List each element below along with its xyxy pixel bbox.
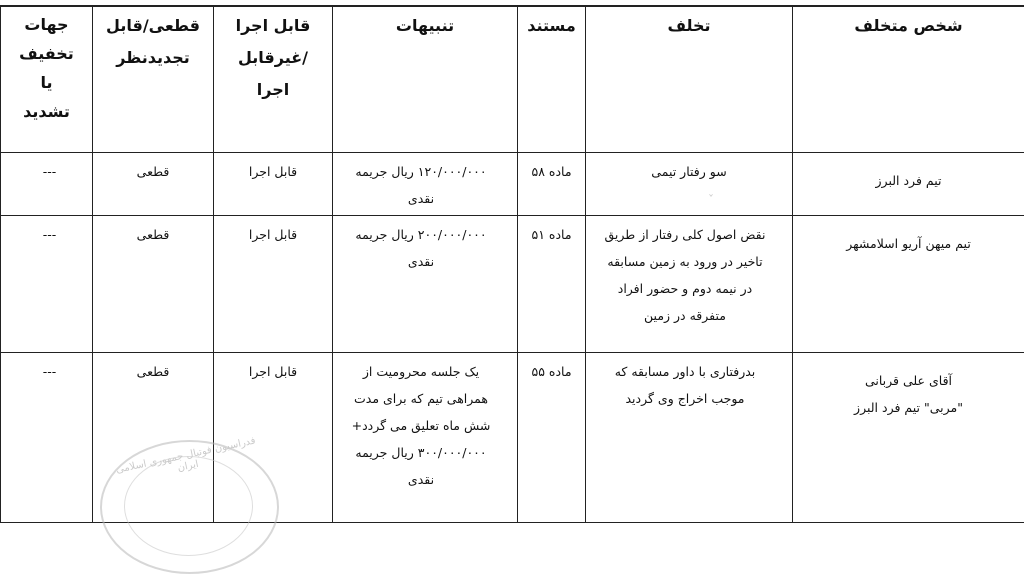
enforceable-text: قابل اجرا	[249, 227, 297, 242]
basis-cell	[518, 353, 586, 523]
header-violation	[586, 7, 793, 153]
violation-line: بدرفتاری با داور مسابقه که	[586, 358, 784, 385]
header-mitigation-line: تخفیف	[1, 39, 92, 68]
enforceable-text: قابل اجرا	[249, 364, 297, 379]
header-enforceable-line: قابل اجرا	[214, 10, 332, 42]
enforceable-text: قابل اجرا	[249, 164, 297, 179]
violation-line: سو رفتار تیمی	[586, 158, 792, 185]
header-enforceable	[214, 7, 333, 153]
violation-cell	[586, 216, 793, 353]
violation-line: موجب اخراج وی گردید	[586, 385, 784, 412]
penalty-line: همراهی تیم که برای مدت	[333, 385, 509, 412]
offender-line: تیم میهن آریو اسلامشهر	[793, 230, 1024, 257]
mitigation-text: ---	[43, 164, 57, 179]
violation-line: نقض اصول کلی رفتار از طریق	[586, 221, 784, 248]
penalty-cell	[333, 353, 518, 523]
violation-line: در نیمه دوم و حضور افراد	[586, 275, 784, 302]
violation-line: تاخیر در ورود به زمین مسابقه	[586, 248, 784, 275]
table-row	[1, 216, 1024, 353]
basis-text: ماده ۵۵	[531, 364, 571, 379]
enforceable-cell	[214, 216, 333, 353]
header-mitigation-line: یا	[1, 68, 92, 97]
header-row	[1, 7, 1024, 153]
mitigation-cell	[1, 353, 93, 523]
violation-line: متفرقه در زمین	[586, 302, 784, 329]
ink-smudge: ˇ	[708, 193, 714, 207]
basis-text: ماده ۵۱	[531, 227, 571, 242]
offender-line: "مربی" تیم فرد البرز	[793, 394, 1024, 421]
finality-text: قطعی	[137, 227, 170, 242]
header-finality	[93, 7, 214, 153]
offender-cell	[793, 353, 1024, 523]
header-finality-line: قطعی/قابل	[93, 10, 213, 42]
header-penalty	[333, 7, 518, 153]
finality-text: قطعی	[137, 364, 170, 379]
header-offender	[793, 7, 1024, 153]
offender-line: آقای علی قربانی	[793, 367, 1024, 394]
violation-cell	[586, 153, 793, 216]
penalty-line: نقدی	[333, 185, 509, 212]
offender-line: تیم فرد البرز	[793, 167, 1024, 194]
header-mitigation-line: تشدید	[1, 97, 92, 126]
stamp-text: فدراسیون فوتبال جمهوری اسلامی ایران	[111, 435, 262, 488]
header-finality-line: تجدیدنظر	[93, 42, 213, 74]
penalty-cell	[333, 216, 518, 353]
header-basis	[518, 7, 586, 153]
basis-cell	[518, 216, 586, 353]
penalty-line: شش ماه تعلیق می گردد+	[333, 412, 509, 439]
header-mitigation-line: جهات	[1, 10, 92, 39]
header-basis-label: مستند	[527, 16, 576, 35]
header-violation-label: تخلف	[667, 16, 710, 35]
finality-cell	[93, 216, 214, 353]
finality-cell	[93, 153, 214, 216]
mitigation-cell	[1, 216, 93, 353]
official-stamp	[100, 440, 279, 574]
basis-text: ماده ۵۸	[531, 164, 571, 179]
header-penalty-label: تنبیهات	[396, 16, 454, 35]
mitigation-cell	[1, 153, 93, 216]
table-row	[1, 153, 1024, 216]
penalty-line: ۳۰۰/۰۰۰/۰۰۰ ریال جریمه	[333, 439, 509, 466]
header-enforceable-line: اجرا	[214, 74, 332, 106]
enforceable-cell	[214, 153, 333, 216]
mitigation-text: ---	[43, 227, 57, 242]
header-offender-label: شخص متخلف	[854, 16, 962, 35]
header-enforceable-line: /غیرقابل	[214, 42, 332, 74]
penalty-cell	[333, 153, 518, 216]
mitigation-text: ---	[43, 364, 57, 379]
offender-cell	[793, 216, 1024, 353]
finality-text: قطعی	[137, 164, 170, 179]
penalty-line: ۱۲۰/۰۰۰/۰۰۰ ریال جریمه	[333, 158, 509, 185]
header-mitigation	[1, 7, 93, 153]
basis-cell	[518, 153, 586, 216]
penalty-line: یک جلسه محرومیت از	[333, 358, 509, 385]
violation-cell	[586, 353, 793, 523]
offender-cell	[793, 153, 1024, 216]
penalty-line: نقدی	[333, 466, 509, 493]
penalty-line: ۲۰۰/۰۰۰/۰۰۰ ریال جریمه	[333, 221, 509, 248]
penalty-line: نقدی	[333, 248, 509, 275]
